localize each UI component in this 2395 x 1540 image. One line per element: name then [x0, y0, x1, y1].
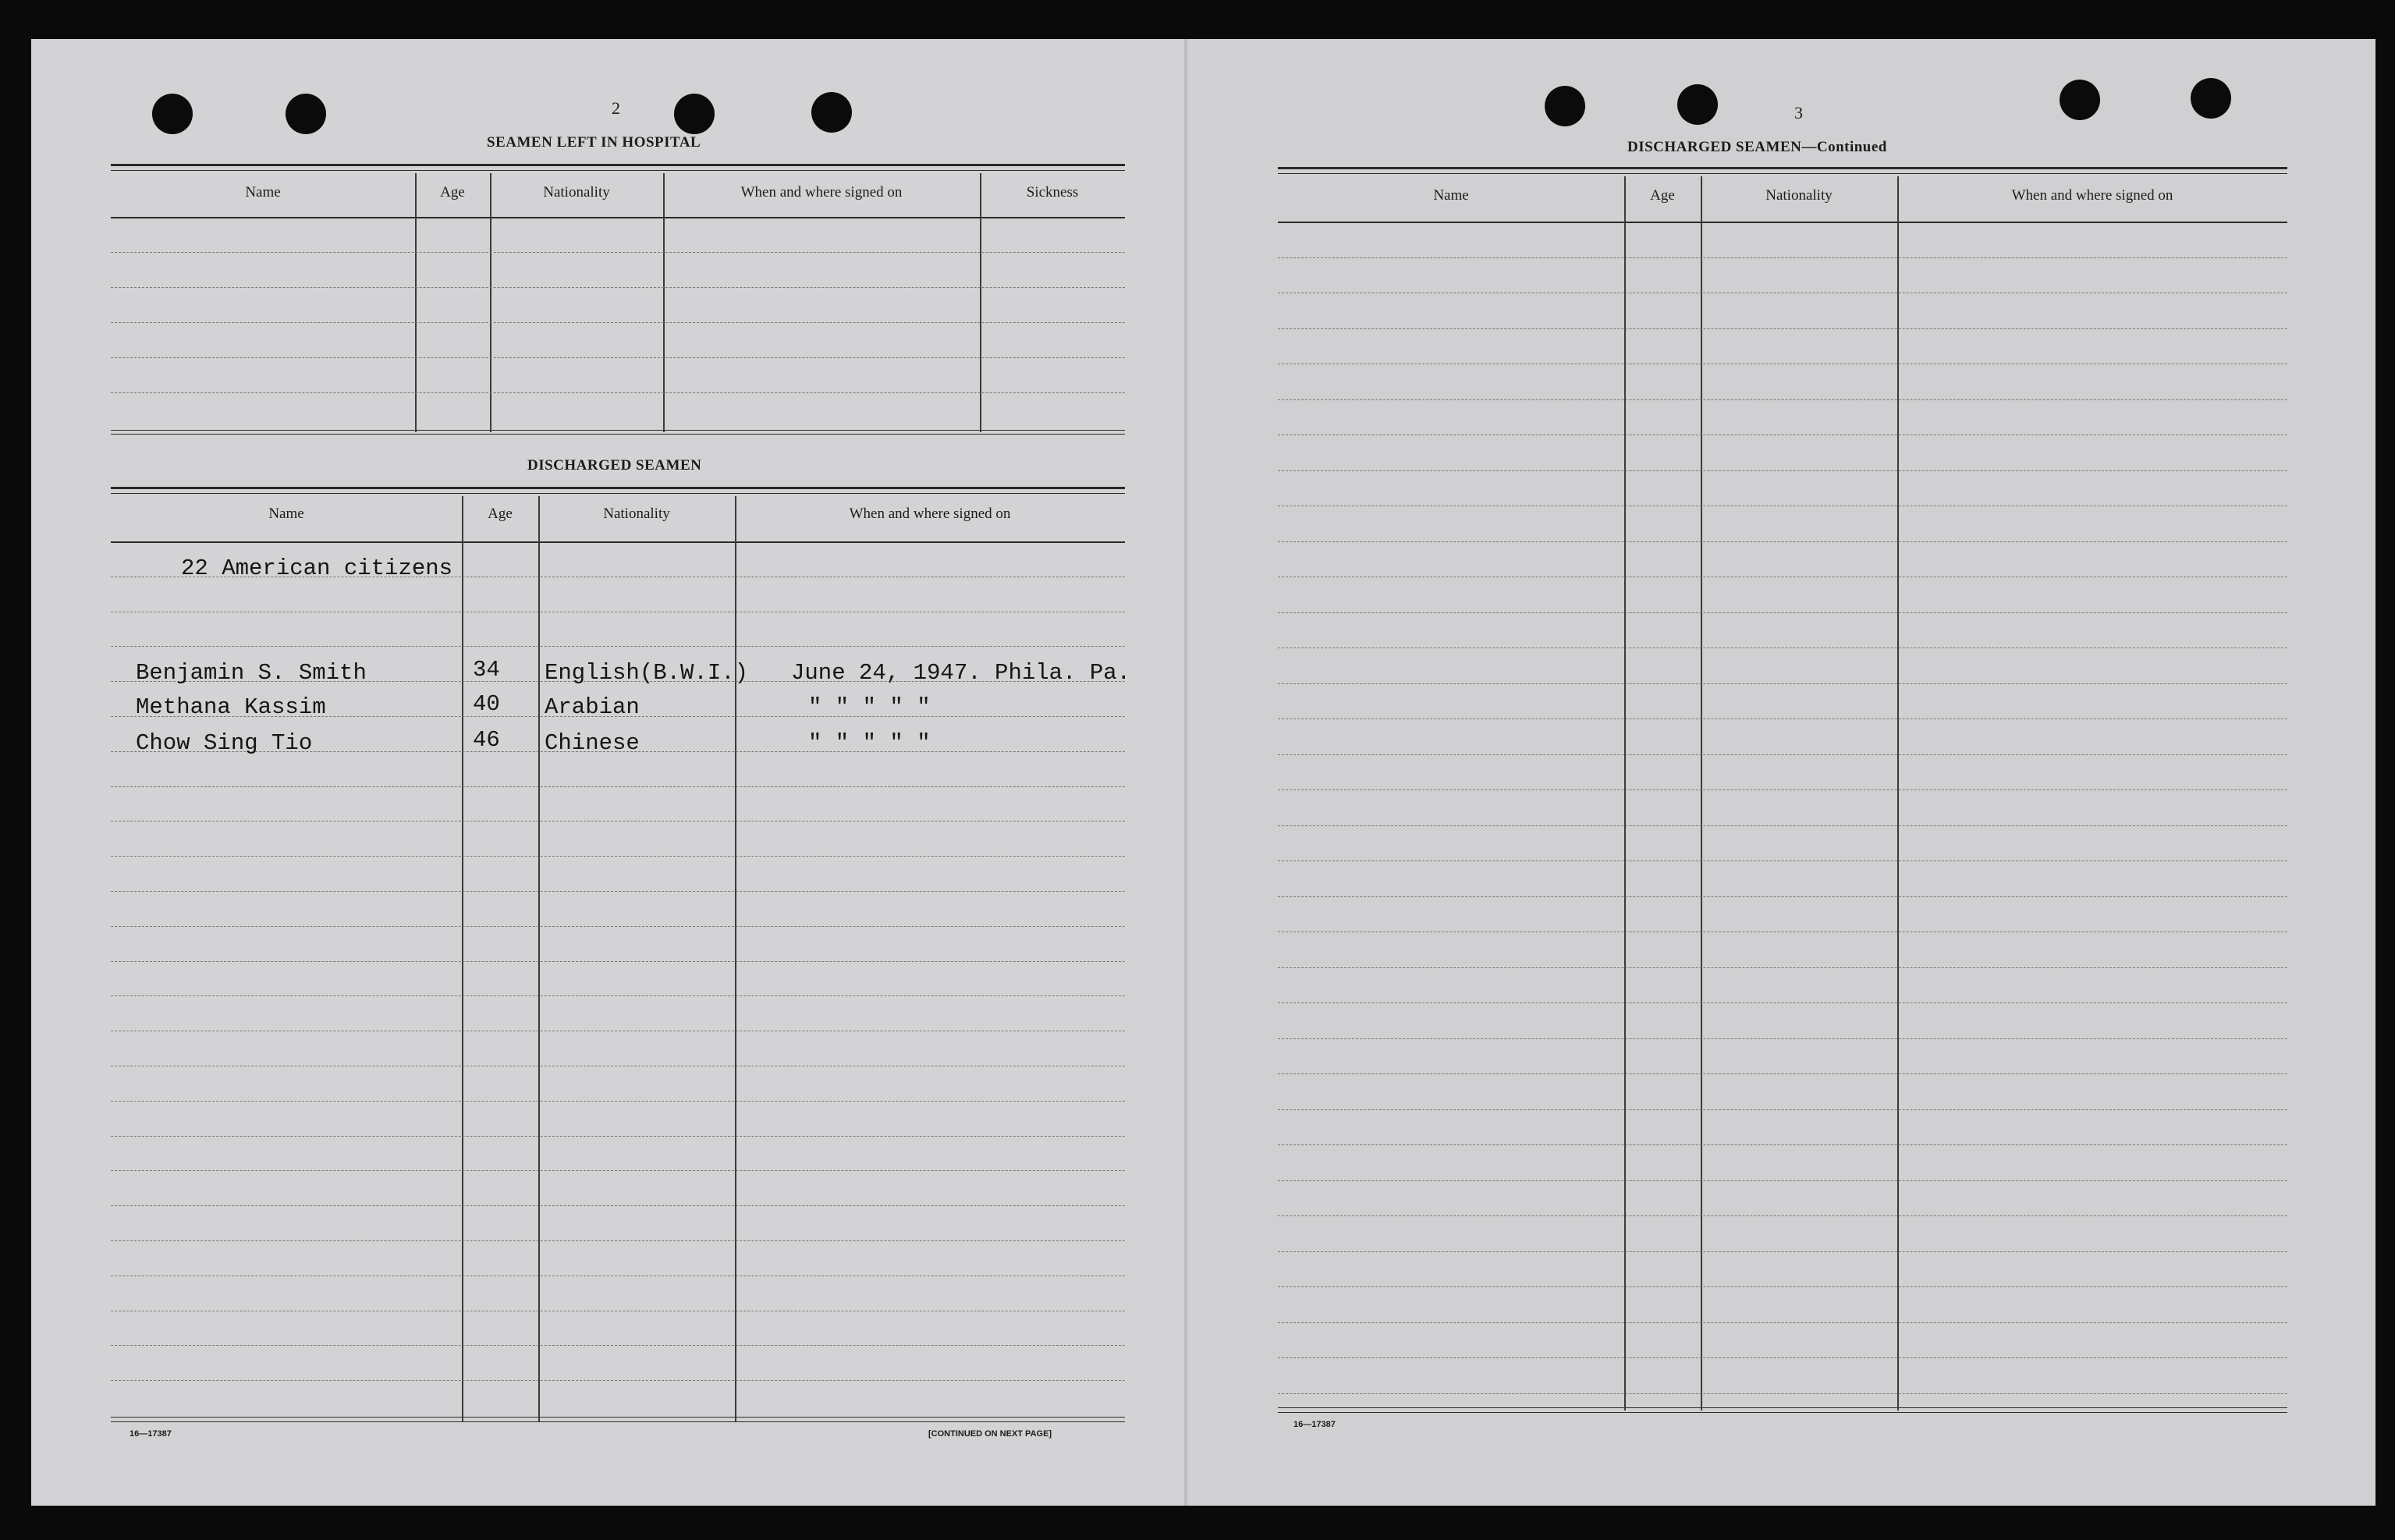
- column-header-nationality: Nationality: [543, 184, 610, 200]
- form-number-right: 16—17387: [1293, 1420, 1336, 1429]
- discharged-continued-title-suffix: —Continued: [1801, 139, 1887, 155]
- column-header-name: Name: [245, 184, 281, 200]
- ruled-line: [111, 961, 1125, 962]
- seaman-nationality: Chinese: [545, 730, 640, 756]
- ruled-line: [111, 252, 1125, 253]
- ruled-line: [111, 287, 1125, 288]
- column-header-age: Age: [440, 184, 465, 200]
- note-citizens: 22 American citizens: [181, 555, 453, 581]
- ruled-line: [111, 357, 1125, 358]
- ruled-line: [111, 322, 1125, 323]
- page-fold: [1184, 39, 1187, 1506]
- ruled-line: [111, 786, 1125, 787]
- punch-hole: [1677, 84, 1718, 125]
- ruled-line: [1278, 1215, 2287, 1216]
- punch-hole: [2191, 78, 2231, 119]
- seaman-age: 46: [473, 727, 500, 753]
- ruled-line: [1278, 541, 2287, 542]
- seaman-name: Methana Kassim: [136, 694, 326, 720]
- punch-hole: [286, 94, 326, 134]
- punch-hole: [1545, 86, 1585, 126]
- continued-note: [CONTINUED ON NEXT PAGE]: [928, 1429, 1052, 1439]
- ruled-line: [1278, 1393, 2287, 1394]
- ruled-line: [111, 1380, 1125, 1381]
- ruled-line: [1278, 1144, 2287, 1145]
- ruled-line: [111, 646, 1125, 647]
- discharged-table: [111, 487, 1125, 1423]
- ruled-line: [1278, 1286, 2287, 1287]
- punch-hole: [811, 92, 852, 133]
- column-header-name: Name: [268, 506, 304, 522]
- ruled-line: [111, 392, 1125, 393]
- hospital-section-title: SEAMEN LEFT IN HOSPITAL: [487, 134, 701, 151]
- page-number-right: 3: [1794, 103, 1803, 122]
- ruled-line: [1278, 825, 2287, 826]
- seaman-age: 34: [473, 657, 500, 683]
- ruled-line: [111, 1205, 1125, 1206]
- hospital-table: [111, 164, 1125, 437]
- ruled-line: [1278, 754, 2287, 755]
- discharged-continued-title: [1627, 139, 1887, 156]
- column-header-signed-on: When and where signed on: [849, 506, 1011, 522]
- ruled-line: [111, 1136, 1125, 1137]
- discharged-section-title: DISCHARGED SEAMEN: [527, 457, 702, 474]
- seaman-name: Chow Sing Tio: [136, 730, 313, 756]
- ruled-line: [1278, 470, 2287, 471]
- ruled-line: [1278, 896, 2287, 897]
- ruled-line: [1278, 683, 2287, 684]
- column-header-sickness: Sickness: [1026, 184, 1079, 200]
- column-header-signed-on: When and where signed on: [740, 184, 903, 200]
- seaman-age: 40: [473, 691, 500, 717]
- ruled-line: [1278, 1002, 2287, 1003]
- ruled-line: [1278, 1109, 2287, 1110]
- column-header-age: Age: [1650, 187, 1675, 204]
- column-header-name: Name: [1433, 187, 1469, 204]
- ruled-line: [1278, 399, 2287, 400]
- punch-hole: [2060, 80, 2100, 120]
- column-header-age: Age: [488, 506, 513, 522]
- discharged-continued-table: [1278, 167, 2287, 1415]
- seaman-nationality: Arabian: [545, 694, 640, 720]
- ruled-line: [1278, 1038, 2287, 1039]
- ruled-line: [1278, 612, 2287, 613]
- ruled-line: [1278, 328, 2287, 329]
- ruled-line: [111, 1101, 1125, 1102]
- seaman-signed-on: " " " " ": [808, 730, 931, 756]
- seaman-name: Benjamin S. Smith: [136, 660, 367, 686]
- ruled-line: [1278, 1322, 2287, 1323]
- form-number-left: 16—17387: [130, 1429, 172, 1439]
- ruled-line: [1278, 1251, 2287, 1252]
- punch-hole: [674, 94, 715, 134]
- ruled-line: [111, 1240, 1125, 1241]
- ruled-line: [111, 856, 1125, 857]
- ruled-line: [1278, 931, 2287, 932]
- ruled-line: [1278, 1357, 2287, 1358]
- ruled-line: [111, 1170, 1125, 1171]
- ruled-line: [1278, 967, 2287, 968]
- discharged-continued-title-main: DISCHARGED SEAMEN: [1627, 139, 1802, 155]
- ruled-line: [111, 995, 1125, 996]
- ruled-line: [1278, 1180, 2287, 1181]
- seaman-signed-on: June 24, 1947. Phila. Pa.: [791, 660, 1131, 686]
- ruled-line: [1278, 860, 2287, 861]
- punch-hole: [152, 94, 193, 134]
- seaman-signed-on: " " " " ": [808, 694, 931, 720]
- ruled-line: [111, 1345, 1125, 1346]
- page-number-left: 2: [612, 98, 620, 118]
- seaman-nationality: English(B.W.I.): [545, 660, 749, 686]
- column-header-signed-on: When and where signed on: [2011, 187, 2173, 204]
- ruled-line: [111, 891, 1125, 892]
- ruled-line: [111, 926, 1125, 927]
- ruled-line: [1278, 1073, 2287, 1074]
- column-header-nationality: Nationality: [603, 506, 670, 522]
- column-header-nationality: Nationality: [1765, 187, 1833, 204]
- ruled-line: [1278, 257, 2287, 258]
